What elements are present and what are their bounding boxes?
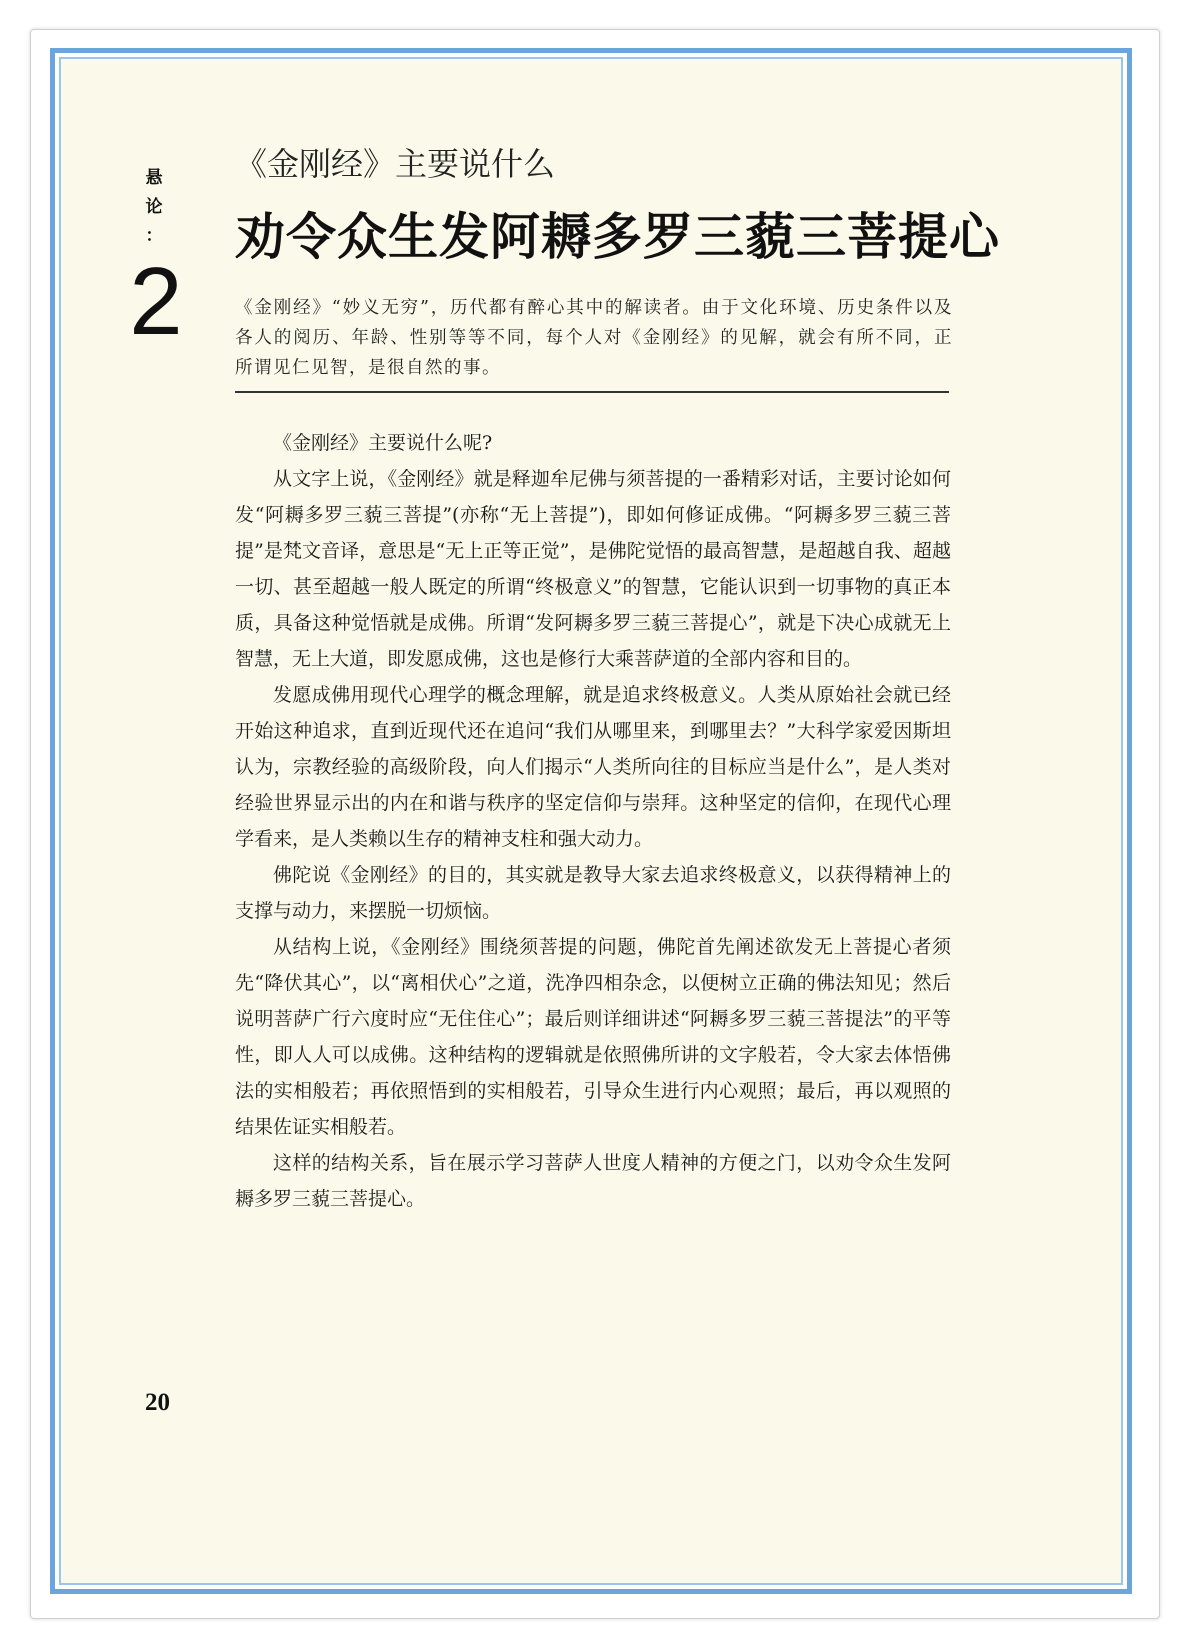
book-page-frame xyxy=(50,48,1132,1594)
chapter-intro: 《金刚经》“妙义无穷”，历代都有醉心其中的解读者。由于文化环境、历史条件以及各人的阅历、年龄、性别等等不同，每个人对《金刚经》的见解，就会有所不同，正所谓见仁见智，是很自然的事。 xyxy=(235,298,953,378)
body-paragraph: 发愿成佛用现代心理学的概念理解，就是追求终极意义。人类从原始社会就已经开始这种追求，直到近现代还在追问“我们从哪里来，到哪里去？”大科学家爱因斯坦认为，宗教经验的高级阶段，向人们揭示“人类所向往的目标应当是什么”，是人类对经验世界显示出的内在和谐与秩序的坚定信仰与崇拜。这种坚定的信仰，在现代心理学看来，是人类赖以生存的精神支柱和强大动力。 xyxy=(235,684,951,850)
body-paragraph: 佛陀说《金刚经》的目的，其实就是教导大家去追求终极意义，以获得精神上的支撑与动力，来摆脱一切烦恼。 xyxy=(235,864,951,922)
chapter-body xyxy=(235,425,951,1217)
page-number: 20 xyxy=(145,1389,170,1416)
section-number: 2 xyxy=(129,248,183,355)
side-label-char: 悬 xyxy=(145,168,163,188)
side-label-char: 论 xyxy=(145,197,163,217)
intro-divider xyxy=(235,391,949,393)
chapter-subtitle: 《金刚经》主要说什么 xyxy=(235,145,556,183)
book-page xyxy=(59,57,1123,1585)
chapter-title: 劝令众生发阿耨多罗三藐三菩提心 xyxy=(235,208,1000,266)
body-paragraph: 《金刚经》主要说什么呢? xyxy=(273,432,493,454)
body-paragraph: 从文字上说，《金刚经》就是释迦牟尼佛与须菩提的一番精彩对话，主要讨论如何发“阿耨多罗三藐三菩提”(亦称“无上菩提”)，即如何修证成佛。“阿耨多罗三藐三菩提”是梵文音译，意思是“无上正等正觉”，是佛陀觉悟的最高智慧，是超越自我、超越一切、甚至超越一般人既定的所谓“终极意义”的智慧，它能认识到一切事物的真正本质，具备这种觉悟就是成佛。所谓“发阿耨多罗三藐三菩提心”，就是下决心成就无上智慧，无上大道，即发愿成佛，这也是修行大乘菩萨道的全部内容和目的。 xyxy=(235,468,951,670)
body-paragraph: 这样的结构关系，旨在展示学习菩萨人世度人精神的方便之门，以劝令众生发阿耨多罗三藐三菩提心。 xyxy=(235,1152,951,1210)
side-label xyxy=(139,164,169,251)
side-label-char: ： xyxy=(145,226,163,246)
body-paragraph: 从结构上说，《金刚经》围绕须菩提的问题，佛陀首先阐述欲发无上菩提心者须先“降伏其心”，以“离相伏心”之道，洗净四相杂念，以便树立正确的佛法知见；然后说明菩萨广行六度时应“无住住心”；最后则详细讲述“阿耨多罗三藐三菩提法”的平等性，即人人可以成佛。这种结构的逻辑就是依照佛所讲的文字般若，令大家去体悟佛法的实相般若；再依照悟到的实相般若，引导众生进行内心观照；最后，再以观照的结果佐证实相般若。 xyxy=(235,936,951,1138)
